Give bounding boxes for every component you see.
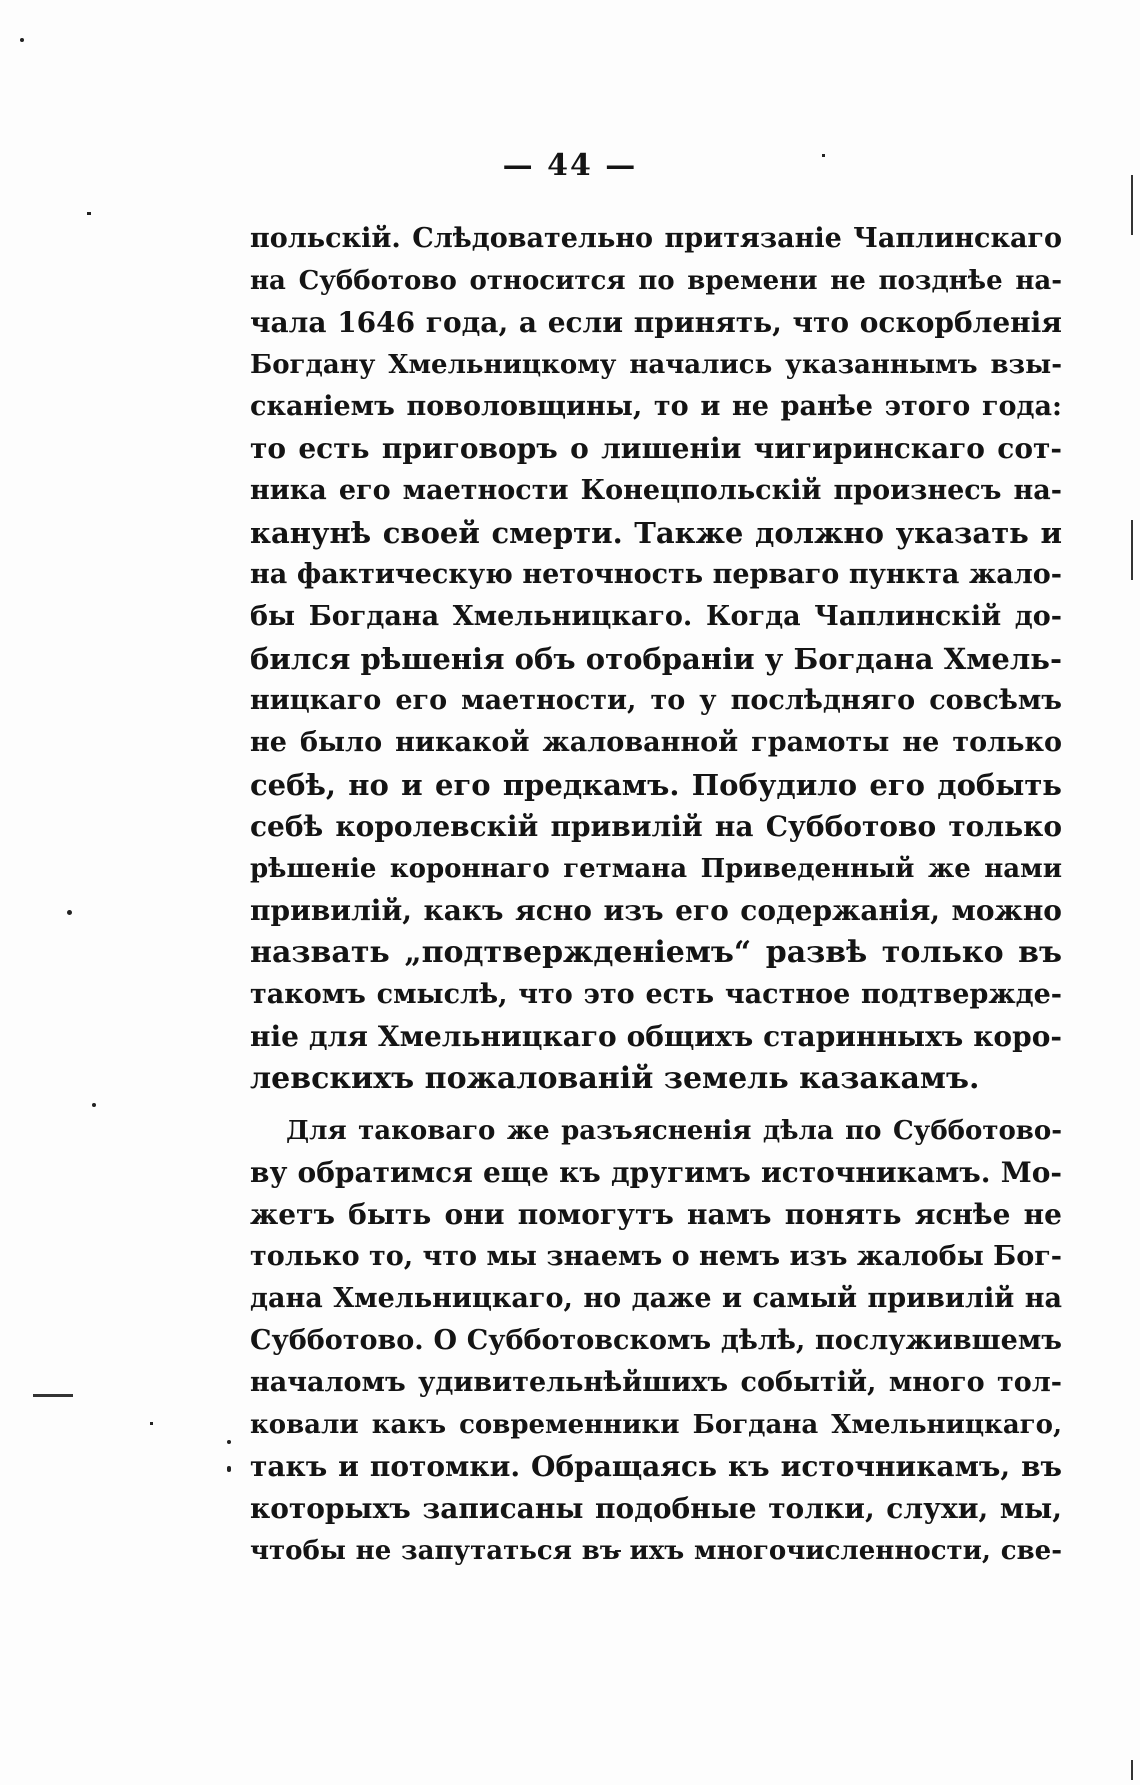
text-line: то есть приговоръ о лишеніи чигиринскаго сот- <box>250 432 1062 465</box>
scan-speck <box>87 212 91 215</box>
body-text <box>250 218 1062 1572</box>
text-line: назвать „подтвержденіемъ“ развѣ только въ <box>250 935 1062 970</box>
text-line: чтобы не запутаться въ ихъ многочисленности, све- <box>250 1536 1062 1566</box>
scan-edge-line <box>1131 1760 1133 1780</box>
text-line: ковали какъ современники Богдана Хмельницкаго, <box>250 1410 1062 1440</box>
text-line: себѣ, но и его предкамъ. Побудило его добыть <box>250 768 1062 802</box>
text-line: Для таковаго же разъясненія дѣла по Субботово- <box>286 1116 1062 1146</box>
text-line: Субботово. О Субботовскомъ дѣлѣ, послужившемъ <box>250 1325 1062 1356</box>
scan-speck <box>227 1440 231 1444</box>
scan-speck <box>227 1466 231 1472</box>
scan-edge-line <box>1131 520 1133 580</box>
text-line: ву обратимся еще къ другимъ источникамъ. Мо- <box>250 1156 1062 1189</box>
text-line: на фактическую неточность перваго пункта жало- <box>250 559 1062 590</box>
scan-edge-line <box>1131 175 1133 235</box>
scan-speck <box>150 1422 153 1425</box>
text-line: такомъ смыслѣ, что это есть частное подтвержде- <box>250 979 1062 1010</box>
text-line: жетъ быть они помогутъ намъ понять яснѣе не <box>250 1198 1062 1231</box>
paragraph-gap <box>250 1100 1062 1110</box>
text-line: такъ и потомки. Обращаясь къ источникамъ, въ <box>250 1450 1062 1483</box>
text-line: сканіемъ поволовщины, то и не ранѣе этого года: <box>250 391 1062 422</box>
text-line: ницкаго его маетности, то у послѣдняго совсѣмъ <box>250 685 1062 716</box>
text-line: Богдану Хмельницкому начались указаннымъ взы- <box>250 350 1062 380</box>
text-line: только то, что мы знаемъ о немъ изъ жалобы Бог- <box>250 1241 1062 1272</box>
text-line: канунѣ своей смерти. Также должно указать и <box>250 516 1062 550</box>
text-line: ніе для Хмельницкаго общихъ старинныхъ коро- <box>250 1020 1062 1053</box>
text-line: ника его маетности Конецпольскій произнесъ на- <box>250 475 1062 506</box>
text-line: привилій, какъ ясно изъ его содержанія, можно <box>250 894 1062 927</box>
text-line: началомъ удивительнѣйшихъ событій, много тол- <box>250 1367 1062 1398</box>
text-line: бился рѣшенія объ отобраніи у Богдана Хмель- <box>250 642 1062 676</box>
scan-edge-line <box>33 1394 73 1397</box>
text-line: польскій. Слѣдовательно притязаніе Чаплинскаго <box>250 223 1062 254</box>
text-line: которыхъ записаны подобные толки, слухи, мы, <box>250 1492 1062 1525</box>
scan-speck <box>92 1103 96 1107</box>
text-line: левскихъ пожалованій земель казакамъ. <box>250 1061 980 1096</box>
text-line: чала 1646 года, а если принять, что оскорбленія <box>250 306 1062 339</box>
scan-speck <box>67 910 72 915</box>
text-line: бы Богдана Хмельницкаго. Когда Чаплинскій до- <box>250 601 1062 632</box>
text-line: рѣшеніе короннаго гетмана Приведенный же нами <box>250 854 1062 884</box>
scan-speck <box>20 38 24 42</box>
text-line: на Субботово относится по времени не позднѣе на- <box>250 266 1062 296</box>
text-line: дана Хмельницкаго, но даже и самый привилій на <box>250 1283 1062 1314</box>
text-line: не было никакой жалованной грамоты не только <box>250 727 1062 758</box>
page-number: — 44 — <box>502 148 638 183</box>
text-line: себѣ королевскій привилій на Субботово только <box>250 810 1062 843</box>
